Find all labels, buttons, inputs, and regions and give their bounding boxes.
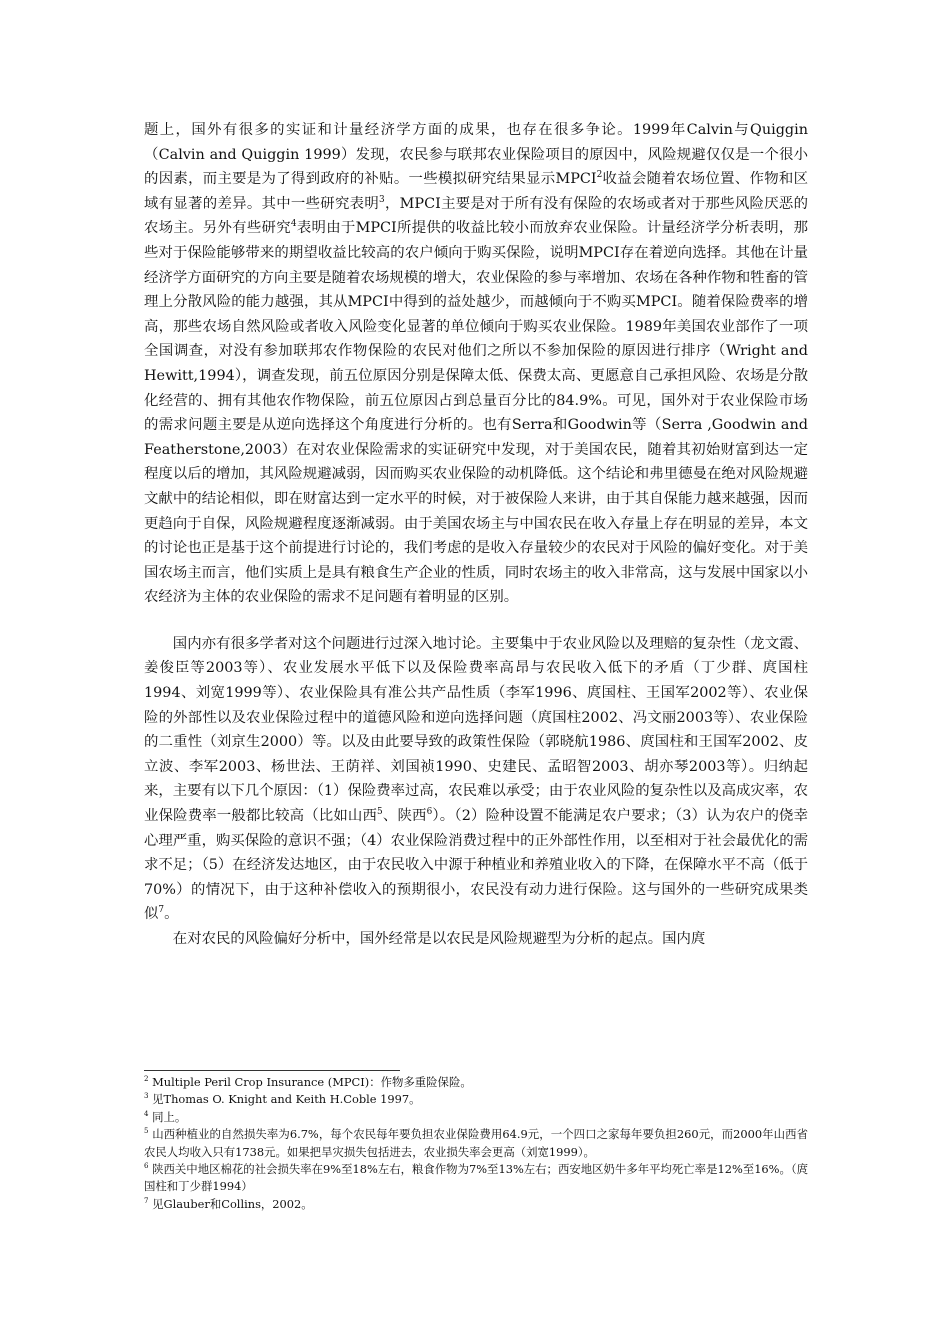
text-run: 。 xyxy=(164,906,179,923)
footnote-mark: 4 xyxy=(144,1109,149,1119)
footnote-text: 陕西关中地区棉花的社会损失率在9%至18%左右，粮食作物为7%至13%左右；西安地区奶牛多年平均死亡率是12%至16%。（庹国柱和丁少群1994） xyxy=(144,1162,808,1194)
text-run: 国内亦有很多学者对这个问题进行过深入地讨论。主要集中于农业风险以及理赔的复杂性（龙文霞、姜俊臣等2003等）、农业发展水平低下以及保险费率高昂与农民收入低下的矛盾（丁少群、庹国柱1994、刘宽1999等）、农业保险具有准公共产品性质（李军1996、庹国柱、王国军2002等）、农业保险的外部性以及农业保险过程中的道德风险和逆向选择问题（庹国柱2002、冯文丽2003等）、农业保险的二重性（刘京生2000）等。以及由此要导致的政策性保险（郭晓航1986、庹国柱和王国军2002、皮立波、李军2003、杨世法、王荫祥、刘国祯1990、史建民、孟昭智2003、胡亦琴2003等）。归纳起来，主要有以下几个原因：（1）保险费率过高，农民难以承受；由于农业风险的复杂性以及高成灾率，农业保险费率一般都比较高（比如山西 xyxy=(144,635,808,825)
footnote-mark: 6 xyxy=(144,1161,149,1171)
footnote-3 xyxy=(144,1091,808,1108)
footnote-text: 见Thomas O. Knight and Keith H.Coble 1997。 xyxy=(152,1092,421,1107)
footnote-mark: 5 xyxy=(144,1126,149,1136)
footnote-ref-7[interactable]: 7 xyxy=(158,905,165,916)
footnote-mark: 2 xyxy=(144,1074,149,1084)
paragraph-foreign-research xyxy=(144,118,808,610)
text-run: ，MPCI主要是对于所有没有保险的农场或者对于那些风险厌恶的农场主。另外有些研究 xyxy=(144,195,808,237)
paragraph-risk-preference: 在对农民的风险偏好分析中，国外经常是以农民是风险规避型为分析的起点。国内庹 xyxy=(172,931,706,947)
footnote-mark: 7 xyxy=(144,1196,149,1206)
footnote-separator xyxy=(144,1070,400,1071)
body-text xyxy=(144,118,808,952)
footnote-ref-6[interactable]: 6 xyxy=(426,807,433,818)
paragraph-domestic-research xyxy=(144,632,808,927)
footnote-2 xyxy=(144,1074,808,1091)
footnote-ref-3[interactable]: 3 xyxy=(379,194,385,205)
footnote-5 xyxy=(144,1126,808,1161)
footnotes xyxy=(144,1074,808,1213)
text-run: 收益会随着农场位置、作物和区域有显著的差异。其中一些研究表明 xyxy=(144,171,808,212)
footnote-ref-5[interactable]: 5 xyxy=(377,807,383,818)
text-run: 表明由于MPCI所提供的收益比较小而放弃农业保险。计量经济学分析表明，那些对于保险能够带来的期望收益比较高的农户倾向于购买保险，说明MPCI存在着逆向选择。其他在计量经济学方面研究的方向主要是随着农场规模的增大，农业保险的参与率增加、农场在各种作物和牲畜的管理上分散风险的能力越强，其从MPCI中得到的益处越少，而越倾向于不购买MPCI。随着保险费率的增高，那些农场自然风险或者收入风险变化显著的单位倾向于购买农业保险。1989年美国农业部作了一项全国调查，对没有参加联邦农作物保险的农民对他们之所以不参加保险的原因进行排序（Wright and Hewitt,1994），调查发现，前五位原因分别是保障太低、保费太高、更愿意自己承担风险、农场是分散化经营的、拥有其他农作物保险，前五位原因占到总量百分比的84.9%。可见，国外对于农业保险市场的需求问题主要是从逆向选择这个角度进行分析的。也有Serra和Goodwin等（Serra ,Goodwin and Featherstone,2003）在对农业保险需求的实证研究中发现，对于美国农民，随着其初始财富到达一定程度以后的增加，其风险规避减弱，因而购买农业保险的动机降低。这个结论和弗里德曼在绝对风险规避文献中的结论相似，即在财富达到一定水平的时候，对于被保险人来讲，由于其自保能力越来越强，因而更趋向于自保，风险规避程度逐渐减弱。由于美国农场主与中国农民在收入存量上存在明显的差异，本文的讨论也正是基于这个前提进行讨论的，我们考虑的是收入存量较少的农民对于风险的偏好变化。对于美国农场主而言，他们实质上是具有粮食生产企业的性质，同时农场主的收入非常高，这与发展中国家以小农经济为主体的农业保险的需求不足问题有着明显的区别。 xyxy=(144,220,808,606)
footnote-7 xyxy=(144,1196,808,1213)
footnote-text: Multiple Peril Crop Insurance (MPCI)：作物多重险保险。 xyxy=(152,1075,472,1089)
footnote-ref-2[interactable]: 2 xyxy=(596,170,603,181)
text-run: ）。（2）险种设置不能满足农户要求；（3）认为农户的侥幸心理严重，购买保险的意识不强；（4）农业保险消费过程中的正外部性作用，以至相对于社会最优化的需求不足；（5）在经济发达地区，由于农民收入中源于种植业和养殖业收入的下降，在保障水平不高（低于70%）的情况下，由于这种补偿收入的预期很小，农民没有动力进行保险。这与国外的一些研究成果类似 xyxy=(144,808,808,923)
footnote-4 xyxy=(144,1109,808,1126)
footnote-6 xyxy=(144,1161,808,1196)
footnote-text: 见Glauber和Collins，2002。 xyxy=(152,1196,313,1211)
footnote-mark: 3 xyxy=(144,1091,149,1101)
footnote-text: 同上。 xyxy=(152,1109,187,1124)
text-run: 题上，国外有很多的实证和计量经济学方面的成果，也存在很多争论。1999年Calvin与Quiggin（Calvin and Quiggin 1999）发现，农民参与联邦农业保险项目的原因中，风险规避仅仅是一个很小的因素，而主要是为了得到政府的补贴。一些模拟研究结果显示MPCI xyxy=(144,122,808,188)
footnote-text: 山西种植业的自然损失率为6.7%，每个农民每年要负担农业保险费用64.9元，一个四口之家每年要负担260元，而2000年山西省农民人均收入只有1738元。如果把旱灾损失包括进去，农业损失率会更高（刘宽1999）。 xyxy=(144,1127,808,1159)
text-run: 、陕西 xyxy=(382,808,427,825)
footnote-ref-4[interactable]: 4 xyxy=(290,219,297,230)
